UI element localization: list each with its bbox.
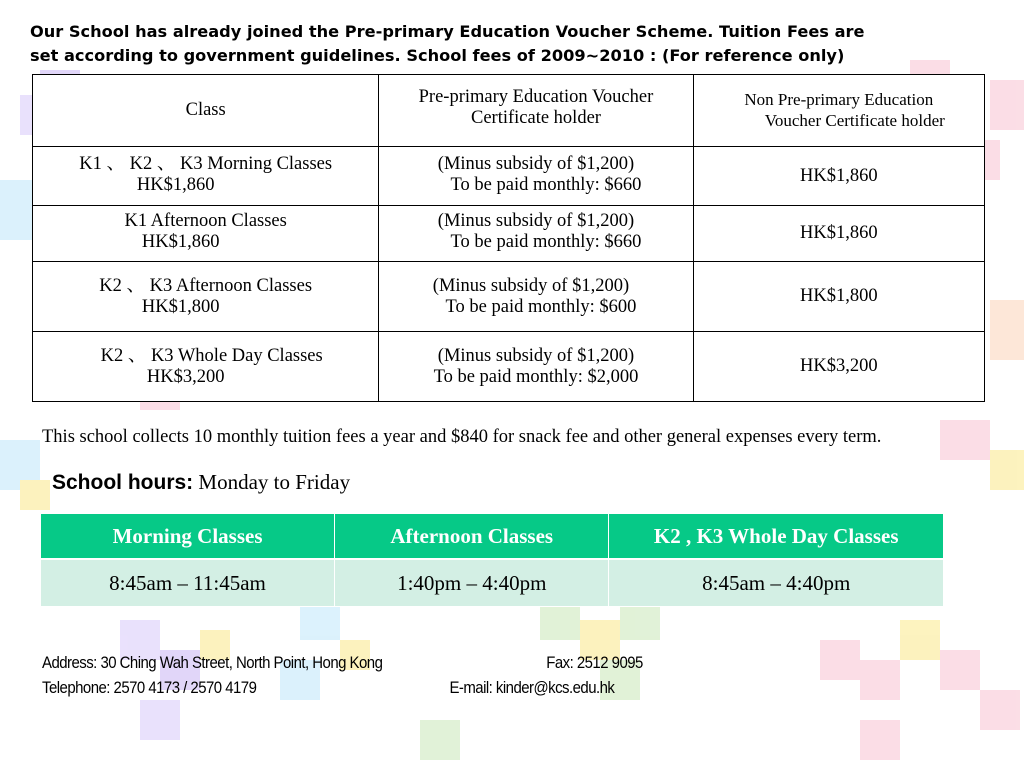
- header-voucher-holder: Pre-primary Education Voucher Certificate holder: [379, 75, 693, 147]
- row-voucher-cell: (Minus subsidy of $1,200) To be paid monthly: $2,000: [379, 332, 693, 402]
- hours-time-whole-day: 8:45am – 4:40pm: [609, 559, 944, 607]
- row-class-cell: K2 、 K3 Afternoon Classes HK$1,800: [33, 262, 379, 332]
- intro-line-2: set according to government guidelines. School fees of 2009~2010 : (For reference only): [30, 46, 845, 65]
- contact-info: [42, 650, 643, 700]
- row-voucher-cell: (Minus subsidy of $1,200) To be paid monthly: $600: [379, 262, 693, 332]
- row-non-voucher-cell: HK$3,200: [693, 332, 984, 402]
- header-non-voucher-holder: Non Pre-primary Education Voucher Certificate holder: [693, 75, 984, 147]
- fax-text: Fax: 2512 9095: [546, 653, 643, 672]
- fees-header-row: [33, 75, 985, 147]
- fee-note: This school collects 10 monthly tuition fees a year and $840 for snack fee and other general expenses every term.: [42, 427, 882, 447]
- row-voucher-cell: (Minus subsidy of $1,200) To be paid monthly: $660: [379, 206, 693, 262]
- hours-header-whole-day: K2 , K3 Whole Day Classes: [609, 514, 944, 560]
- row-non-voucher-cell: HK$1,860: [693, 206, 984, 262]
- row-non-voucher-cell: HK$1,800: [693, 262, 984, 332]
- row-voucher-cell: (Minus subsidy of $1,200) To be paid monthly: $660: [379, 147, 693, 206]
- row-class-cell: K1 Afternoon Classes HK$1,860: [33, 206, 379, 262]
- hours-time-afternoon: 1:40pm – 4:40pm: [335, 559, 609, 607]
- hours-time-morning: 8:45am – 11:45am: [41, 559, 335, 607]
- school-hours-heading: [52, 470, 350, 495]
- hours-time-row: [41, 559, 944, 607]
- hours-header-row: [41, 514, 944, 560]
- hours-header-afternoon: Afternoon Classes: [335, 514, 609, 560]
- fees-row: [33, 206, 985, 262]
- fees-row: [33, 262, 985, 332]
- intro-text: [30, 20, 1000, 68]
- fees-row: [33, 147, 985, 206]
- header-class: Class: [33, 75, 379, 147]
- row-class-cell: K1 、 K2 、 K3 Morning Classes HK$1,860: [33, 147, 379, 206]
- hours-header-morning: Morning Classes: [41, 514, 335, 560]
- address-text: Address: 30 Ching Wah Street, North Point, Hong Kong: [42, 653, 383, 672]
- school-fees-table: [32, 74, 985, 402]
- intro-line-1: Our School has already joined the Pre-primary Education Voucher Scheme. Tuition Fees are: [30, 22, 865, 41]
- school-hours-days: Monday to Friday: [198, 470, 351, 494]
- telephone-text: Telephone: 2570 4173 / 2570 4179: [42, 678, 257, 697]
- email-text: E-mail: kinder@kcs.edu.hk: [449, 678, 615, 697]
- row-non-voucher-cell: HK$1,860: [693, 147, 984, 206]
- row-class-cell: K2 、 K3 Whole Day Classes HK$3,200: [33, 332, 379, 402]
- school-hours-label: School hours:: [52, 471, 194, 494]
- fees-row: [33, 332, 985, 402]
- school-hours-table: [40, 513, 944, 607]
